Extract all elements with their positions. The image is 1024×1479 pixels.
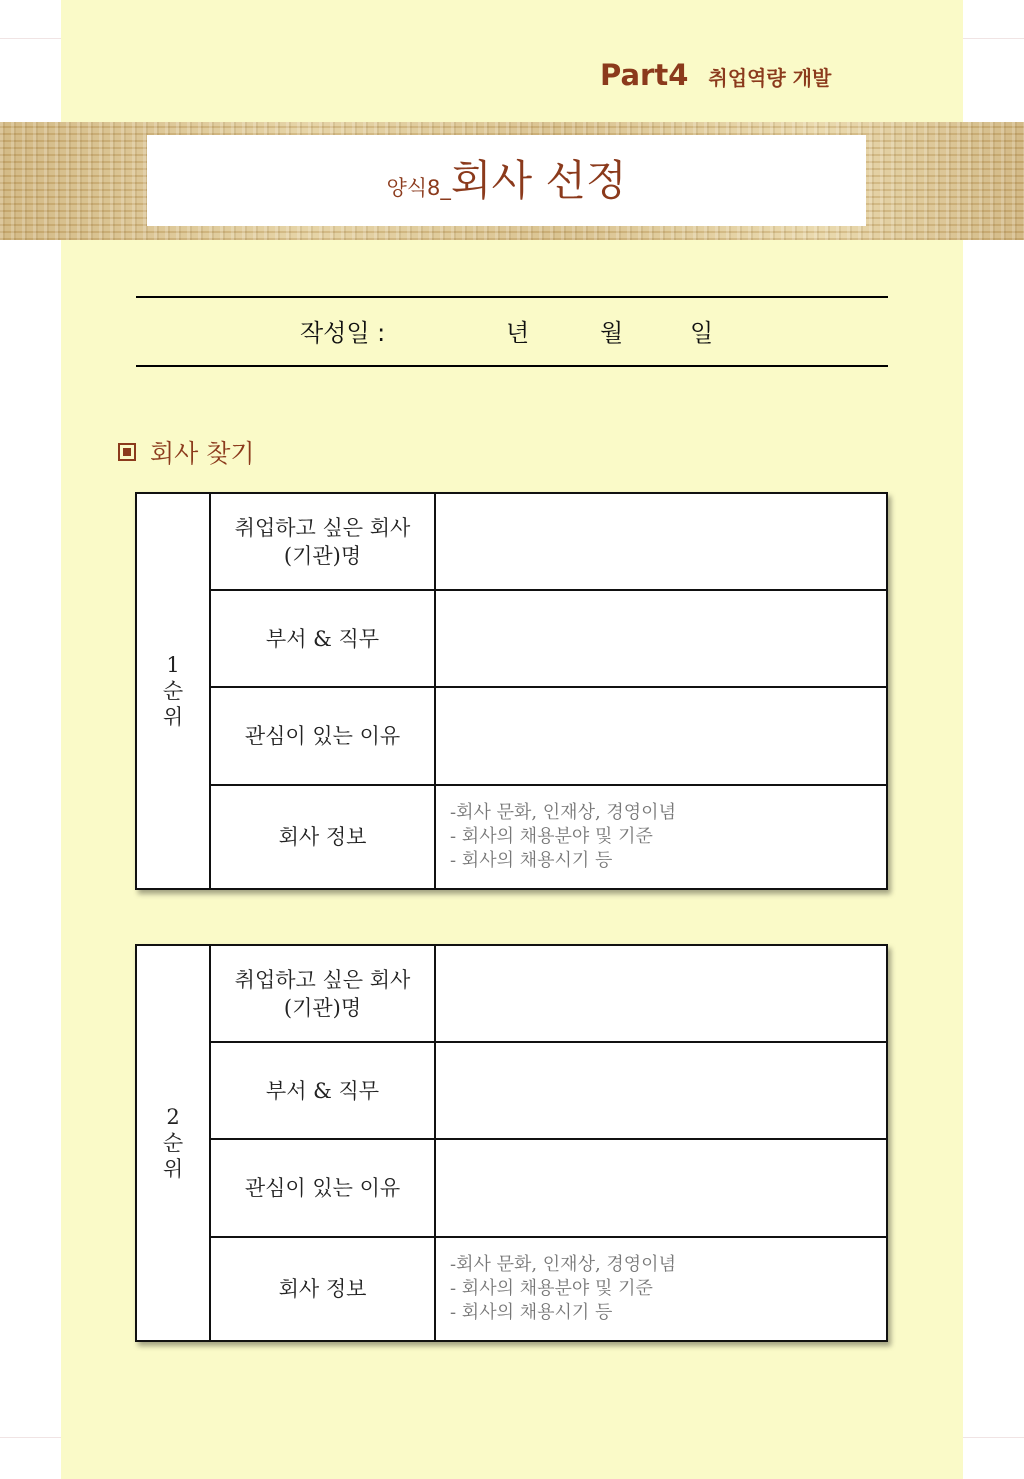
- row-label-company-name: 취업하고 싶은 회사(기관)명: [210, 493, 435, 590]
- table-row: [136, 590, 887, 687]
- date-year-unit[interactable]: 년: [506, 319, 530, 347]
- table-row: [136, 1237, 887, 1341]
- reason-field[interactable]: [435, 1139, 887, 1237]
- part-title: 취업역량 개발: [708, 66, 832, 90]
- row-label-company-info: 회사 정보: [210, 1237, 435, 1341]
- rank-char: 순: [162, 679, 184, 703]
- company-name-field[interactable]: [435, 945, 887, 1042]
- rank-number: 2: [166, 1105, 180, 1129]
- row-label-reason: 관심이 있는 이유: [210, 687, 435, 785]
- hint-line: -회사 문화, 인재상, 경영이념: [450, 802, 676, 823]
- date-bottom-rule: [136, 365, 888, 367]
- rank-char: 순: [162, 1131, 184, 1155]
- part-number: Part4: [600, 58, 689, 92]
- form-title-prefix: 양식8_: [386, 176, 451, 200]
- form-title: 회사 선정: [450, 156, 627, 205]
- hint-line: - 회사의 채용시기 등: [450, 1302, 613, 1323]
- section-heading-text: 회사 찾기: [150, 439, 255, 468]
- department-field[interactable]: [435, 1042, 887, 1139]
- table-row: [136, 945, 887, 1042]
- reason-field[interactable]: [435, 687, 887, 785]
- hint-line: - 회사의 채용분야 및 기준: [450, 826, 653, 847]
- date-month-unit[interactable]: 월: [600, 319, 624, 347]
- department-field[interactable]: [435, 590, 887, 687]
- filled-square-icon: [118, 443, 136, 461]
- part-header: [600, 58, 831, 92]
- company-table-rank-2: [135, 944, 888, 1342]
- row-label-reason: 관심이 있는 이유: [210, 1139, 435, 1237]
- rank-char: 위: [162, 705, 184, 729]
- table-row: [136, 1139, 887, 1237]
- company-info-field[interactable]: [435, 785, 887, 889]
- table-row: [136, 493, 887, 590]
- section-heading: [118, 434, 255, 470]
- row-label-department: 부서 & 직무: [210, 590, 435, 687]
- hint-line: - 회사의 채용분야 및 기준: [450, 1278, 653, 1299]
- row-label-company-info: 회사 정보: [210, 785, 435, 889]
- company-table-rank-1: [135, 492, 888, 890]
- hint-line: -회사 문화, 인재상, 경영이념: [450, 1254, 676, 1275]
- hint-line: - 회사의 채용시기 등: [450, 850, 613, 871]
- form-title-box: [147, 135, 866, 226]
- rank-cell: [136, 493, 210, 889]
- row-label-department: 부서 & 직무: [210, 1042, 435, 1139]
- rank-number: 1: [166, 653, 180, 677]
- date-day-unit[interactable]: 일: [690, 319, 714, 347]
- rank-cell: [136, 945, 210, 1341]
- company-name-field[interactable]: [435, 493, 887, 590]
- row-label-company-name: 취업하고 싶은 회사(기관)명: [210, 945, 435, 1042]
- table-row: [136, 1042, 887, 1139]
- company-info-field[interactable]: [435, 1237, 887, 1341]
- table-row: [136, 785, 887, 889]
- date-top-rule: [136, 296, 888, 298]
- date-label: 작성일 :: [300, 319, 386, 347]
- table-row: [136, 687, 887, 785]
- rank-char: 위: [162, 1157, 184, 1181]
